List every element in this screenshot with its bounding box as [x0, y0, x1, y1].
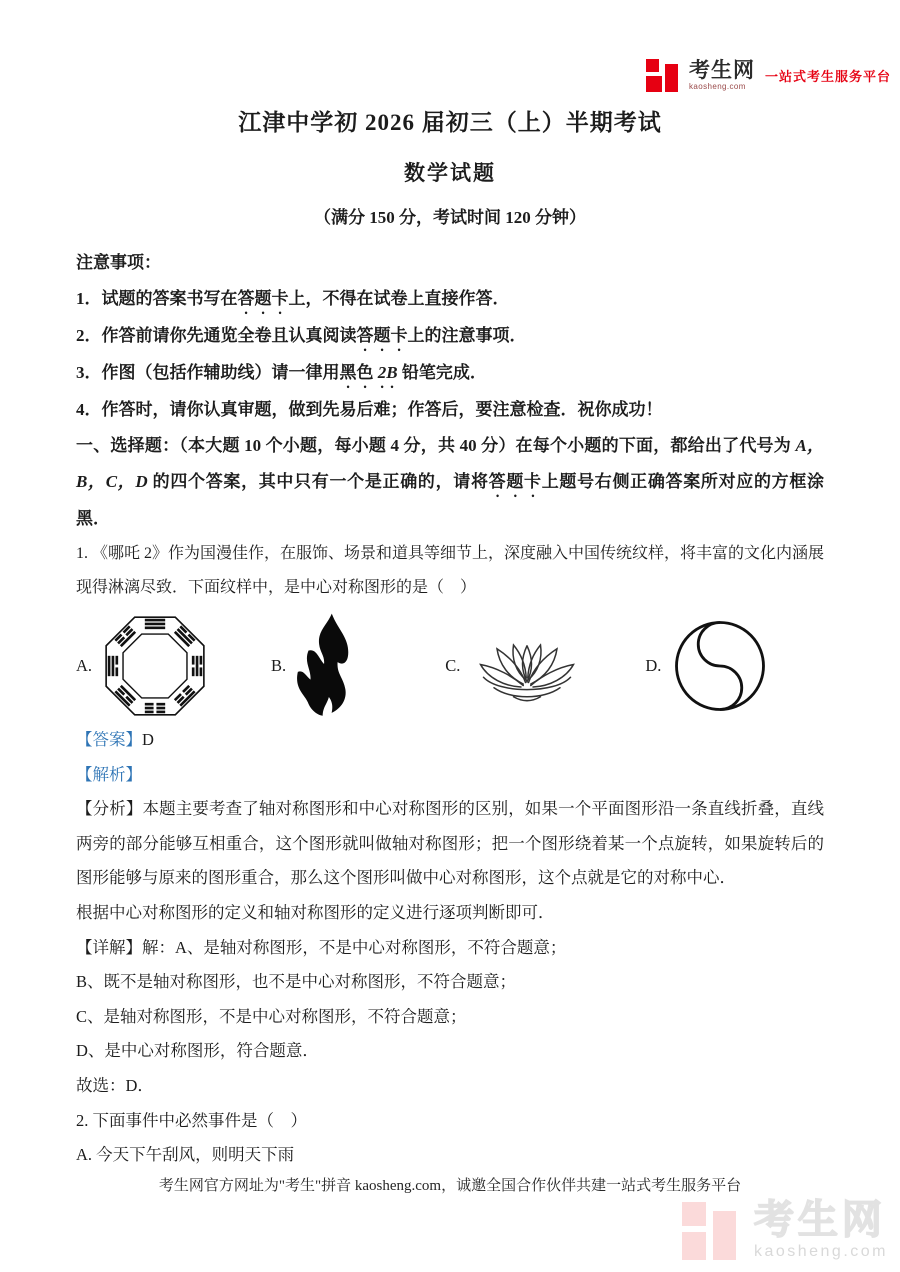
- notice-item-4: 4．作答时，请你认真审题，做到先易后难；作答后，要注意检查．祝你成功！: [76, 400, 663, 419]
- flame-pattern-icon: [293, 611, 357, 721]
- brand-tagline: 一站式考生服务平台: [765, 68, 892, 84]
- exam-score-duration: （满分 150 分，考试时间 120 分钟）: [314, 208, 586, 227]
- analysis-label-line: 【解析】: [76, 764, 142, 784]
- footer-text: 考生网官方网址为"考生"拼音 kaosheng.com，诚邀全国合作伙伴共建一站式考生服务平台: [158, 1178, 742, 1194]
- lotus-pattern-icon: [467, 623, 587, 709]
- detail-line-a: 【详解】解：A、是轴对称图形，不是中心对称图形，不符合题意；: [76, 937, 567, 957]
- answer-line: [76, 723, 824, 758]
- watermark-brand-name: 考生网: [753, 1198, 886, 1242]
- kaosheng-brand-header: [646, 57, 891, 93]
- option-b-label: B.: [271, 656, 287, 675]
- option-a-label: A.: [76, 656, 93, 675]
- exam-title: 江津中学初 2026 届初三（上）半期考试: [238, 110, 662, 135]
- option-c: [445, 623, 587, 709]
- option-d-label: D.: [645, 656, 662, 675]
- option-d: [645, 614, 772, 718]
- option-a: [76, 610, 211, 722]
- analysis-paragraph-2: 根据中心对称图形的定义和轴对称图形的定义进行逐项判断即可．: [76, 902, 555, 922]
- option-c-label: C.: [445, 656, 461, 675]
- choice-section-intro: 一、选择题：（本大题 10 个小题，每小题 4 分，共 40 分）在每个小题的下面，都给出了代号为 A，B，C，D 的四个答案，其中只有一个是正确的，请将答题卡上题号右侧正确答案所对应的方框涂黑．: [76, 436, 825, 528]
- notice-section: [76, 245, 824, 428]
- detail-line-d: D、是中心对称图形，符合题意．: [76, 1041, 319, 1061]
- watermark-brand-domain: kaosheng.com: [753, 1243, 888, 1260]
- notice-item-2: 2．作答前请你先通览全卷且认真阅读答题卡上的注意事项．: [76, 326, 527, 345]
- answer-label: 【答案】: [76, 730, 142, 749]
- question-1-options: [76, 609, 824, 723]
- question-2-option-a: A. 今天下午刮风，则明天下雨: [76, 1145, 295, 1165]
- detail-line-c: C、是轴对称图形，不是中心对称图形，不符合题意；: [76, 1006, 467, 1026]
- conclusion-line: 故选：D．: [76, 1075, 154, 1095]
- question-1-text: 1. 《哪吒 2》作为国漫佳作，在服饰、场景和道具等细节上，深度融入中国传统纹样，将丰富的文化内涵展现得淋漓尽致．下面纹样中，是中心对称图形的是（ ）: [76, 545, 825, 596]
- notice-heading: 注意事项：: [76, 253, 161, 272]
- brand-domain: kaosheng.com: [689, 81, 746, 91]
- kaosheng-watermark: [682, 1197, 888, 1263]
- bagua-pattern-icon: [99, 610, 211, 722]
- notice-item-1: 1．试题的答案书写在答题卡上，不得在试卷上直接作答．: [76, 289, 510, 308]
- analysis-paragraph: 【分析】本题主要考查了轴对称图形和中心对称图形的区别，如果一个平面图形沿一条直线折叠，直线两旁的部分能够互相重合，这个图形就叫做轴对称图形；把一个图形绕着某一个点旋转，如果旋转后的图形能够与原来的图形重合，那么这个图形叫做中心对称图形，这个点就是它的对称中心．: [76, 799, 824, 888]
- kaosheng-watermark-icon: [682, 1197, 742, 1263]
- detail-line-b: B、既不是轴对称图形，也不是中心对称图形，不符合题意；: [76, 972, 517, 992]
- answer-value: D: [142, 730, 154, 749]
- exam-subject: 数学试题: [404, 161, 496, 185]
- question-2-text: 2. 下面事件中必然事件是（ ）: [76, 1110, 307, 1130]
- brand-name: 考生网: [689, 58, 755, 82]
- option-b: [271, 611, 357, 721]
- kaosheng-logo-icon: [646, 57, 682, 93]
- taiji-pattern-icon: [668, 614, 772, 718]
- notice-item-3: 3．作图（包括作辅助线）请一律用黑色 2B 铅笔完成．: [76, 363, 487, 382]
